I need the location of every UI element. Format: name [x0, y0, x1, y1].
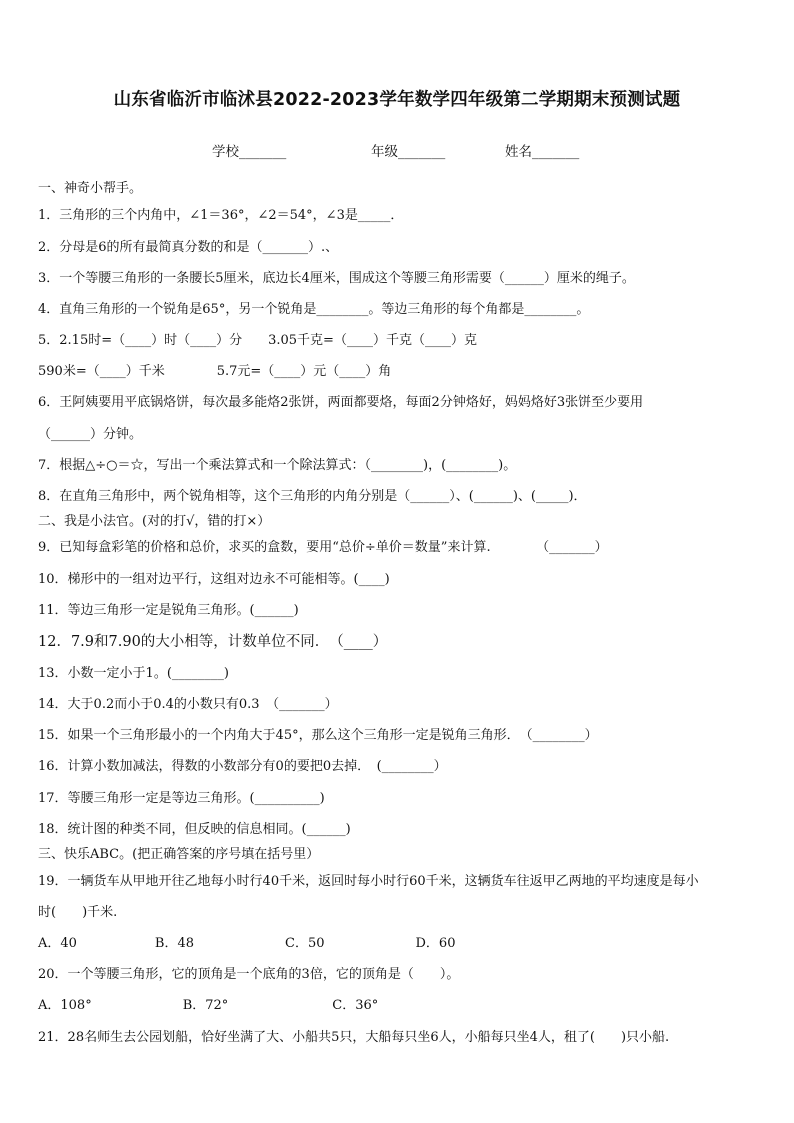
question-7: 7．根据△÷○＝☆，写出一个乘法算式和一个除法算式：（________)，(________)。 — [38, 458, 517, 473]
question-6-line-2: （______）分钟。 — [38, 427, 143, 442]
question-1: 1．三角形的三个内角中，∠1＝36°，∠2＝54°，∠3是_____． — [38, 208, 404, 223]
section-1-heading: 一、神奇小帮手。 — [38, 181, 143, 196]
question-15: 15．如果一个三角形最小的一个内角大于45°，那么这个三角形一定是锐角三角形． （________） — [38, 728, 598, 743]
question-14: 14．大于0.2而小于0.4的小数只有0.3 （_______） — [38, 697, 338, 712]
question-11: 11．等边三角形一定是锐角三角形。(______) — [38, 603, 299, 618]
question-3: 3．一个等腰三角形的一条腰长5厘米，底边长4厘米，围成这个等腰三角形需要（______）厘米的绳子。 — [38, 271, 635, 286]
question-19-line-2: 时( )千米. — [38, 905, 118, 920]
section-2-heading: 二、我是小法官。(对的打√，错的打×） — [38, 514, 271, 529]
question-20: 20．一个等腰三角形，它的顶角是一个底角的3倍，它的顶角是（ ）。 — [38, 967, 460, 982]
question-5-line-1: 5．2.15时=（____）时（____）分 3.05千克=（____）千克（____）克 — [38, 333, 477, 348]
question-13: 13．小数一定小于1。(________) — [38, 666, 229, 681]
section-3-heading: 三、快乐ABC。(把正确答案的序号填在括号里） — [38, 847, 320, 862]
question-9: 9．已知每盒彩笔的价格和总价，求买的盒数，要用“总价÷单价＝数量”来计算. （_______） — [38, 540, 608, 555]
question-12: 12．7.9和7.90的大小相等，计数单位不同． （____） — [38, 634, 388, 650]
name-field: 姓名_______ — [505, 144, 580, 160]
question-21: 21．28名师生去公园划船，恰好坐满了大、小船共5只，大船每只坐6人，小船每只坐4人，租了( )只小船. — [38, 1030, 670, 1045]
question-5-line-2: 590米=（____）千米 5.7元=（____）元（____）角 — [38, 364, 392, 379]
question-19-line-1: 19．一辆货车从甲地开往乙地每小时行40千米，返回时每小时行60千米，这辆货车往返甲乙两地的平均速度是每小 — [38, 874, 699, 889]
exam-title: 山东省临沂市临沭县2022-2023学年数学四年级第二学期期末预测试题 — [113, 90, 681, 110]
question-20-options: A．108° B．72° C．36° — [38, 998, 379, 1013]
question-19-options: A．40 B．48 C．50 D．60 — [38, 936, 456, 951]
school-field: 学校_______ — [212, 144, 287, 160]
question-8: 8．在直角三角形中，两个锐角相等，这个三角形的内角分别是（______）、(______)、(_____)． — [38, 489, 587, 504]
question-10: 10．梯形中的一组对边平行，这组对边永不可能相等。(____) — [38, 572, 390, 587]
question-6-line-1: 6．王阿姨要用平底锅烙饼，每次最多能烙2张饼，两面都要烙，每面2分钟烙好，妈妈烙好3张饼至少要用 — [38, 395, 644, 410]
question-4: 4．直角三角形的一个锐角是65°，另一个锐角是________。等边三角形的每个角都是________。 — [38, 302, 590, 317]
question-16: 16．计算小数加减法，得数的小数部分有0的要把0去掉． (________） — [38, 759, 447, 774]
grade-field: 年级_______ — [371, 144, 446, 160]
question-2: 2．分母是6的所有最简真分数的和是（_______）.、 — [38, 240, 339, 255]
question-18: 18．统计图的种类不同，但反映的信息相同。(______) — [38, 822, 351, 837]
question-17: 17．等腰三角形一定是等边三角形。(__________) — [38, 791, 325, 806]
